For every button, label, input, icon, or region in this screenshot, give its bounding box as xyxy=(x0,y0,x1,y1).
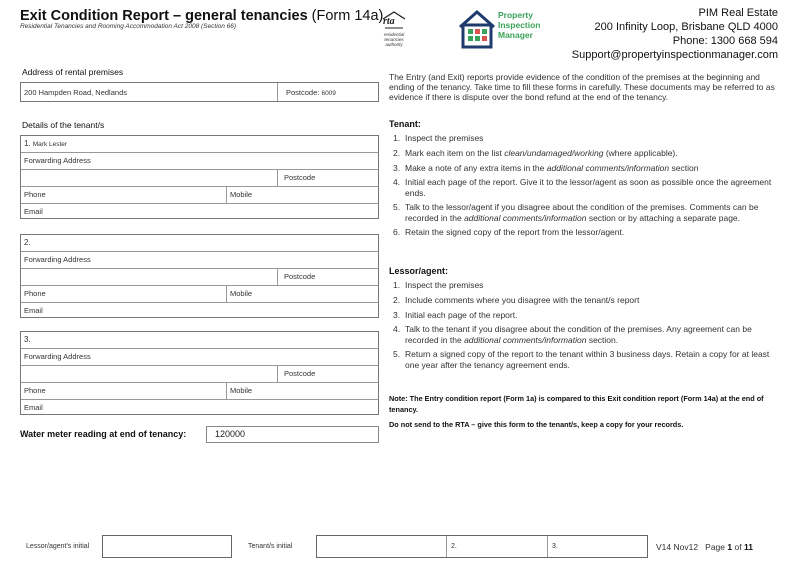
tenants-section-title: Details of the tenant/s xyxy=(22,120,105,130)
company-details xyxy=(572,6,778,62)
tenant-1-mobile-field[interactable]: Mobile xyxy=(230,190,253,199)
water-meter-input[interactable]: 120000 xyxy=(206,426,379,443)
tenant-3-box xyxy=(20,331,379,415)
tenant-2-mobile-field[interactable]: Mobile xyxy=(230,289,253,298)
tenant-1-phone-field[interactable]: Phone xyxy=(24,190,46,199)
lessor-step-1: 1. Inspect the premises xyxy=(393,280,484,290)
tenant-step-6: 6. Retain the signed copy of the report from the lessor/agent. xyxy=(393,227,625,238)
page-title: Exit Condition Report – general tenancies (Form 14a) xyxy=(20,8,384,24)
tenant-1-forwarding-address-field[interactable]: Forwarding Address xyxy=(24,156,91,165)
page-total: 11 xyxy=(743,542,753,552)
rta-logo: rta residential tenancies authority xyxy=(380,10,408,47)
tenant-3-initial-field[interactable]: 3. xyxy=(552,543,558,550)
version-label: V14 Nov12 xyxy=(656,542,699,552)
tenant-step-2: 2. Mark each item on the list clean/undamaged/working (where applicable). xyxy=(393,147,678,158)
tenant-2-postcode-field[interactable]: Postcode xyxy=(284,272,316,281)
tenant-2-name-field[interactable]: 2. xyxy=(24,238,31,247)
form-comparison-note: Note: The Entry condition report (Form 1a) is compared to this Exit condition report (Form 14a) at the end of tenancy. xyxy=(389,394,764,414)
address-section-title: Address of rental premises xyxy=(22,67,124,77)
lessor-step-2: 2. Include comments where you disagree with the tenant/s report xyxy=(393,294,640,305)
tenant-3-name-field[interactable]: 3. xyxy=(24,335,31,344)
tenant-3-name-row xyxy=(21,332,378,349)
water-meter-label: Water meter reading at end of tenancy: xyxy=(20,429,187,439)
page-current: 1 xyxy=(727,542,733,552)
page-info: V14 Nov12 Page 1 of 11 xyxy=(656,542,753,552)
tenant-step-5: 5. Talk to the lessor/agent if you disagree about the condition of the premises. Comments can be recorded in the additional comments/information section or by attaching a separate page. xyxy=(393,202,759,223)
tenant-3-address-line-field[interactable] xyxy=(21,366,277,382)
company-address: 200 Infinity Loop, Brisbane QLD 4000 xyxy=(594,21,778,33)
tenant-2-phone-field[interactable]: Phone xyxy=(24,289,46,298)
company-email[interactable]: Support@propertyinspectionmanager.com xyxy=(571,49,778,61)
tenant-3-mobile-field[interactable]: Mobile xyxy=(230,386,253,395)
tenant-1-initial-field[interactable] xyxy=(317,536,446,557)
tenant-1-name-field[interactable]: 1. Mark Lester xyxy=(24,139,68,148)
tenant-3-phone-field[interactable]: Phone xyxy=(24,386,46,395)
intro-paragraph: The Entry (and Exit) reports provide evidence of the condition of the premises at the beginning and ending of the tenancy. Take time to fill these forms in carefully. These documents may be referred to as evidence if there is dispute over the bond refund at the end of the tenancy. xyxy=(389,72,775,103)
address-postcode-field[interactable]: Postcode: 6009 xyxy=(286,88,336,97)
tenant-initial-label: Tenant/s initial xyxy=(248,543,293,550)
tenant-3-email-field[interactable]: Email xyxy=(24,403,43,412)
lessor-step-3: 3. Initial each page of the report. xyxy=(393,309,518,320)
tenant-step-1: 1. Inspect the premises xyxy=(393,133,484,143)
lessor-step-4: 4. Talk to the tenant if you disagree about the condition of the premises. Any agreement can be recorded in the additional comments/information section. xyxy=(393,324,752,345)
tenant-1-box xyxy=(20,135,379,219)
lessor-steps-list xyxy=(389,280,781,374)
lessor-initial-label: Lessor/agent's initial xyxy=(26,543,90,550)
company-name: PIM Real Estate xyxy=(698,7,778,19)
company-phone: Phone: 1300 668 594 xyxy=(672,35,778,47)
tenant-2-email-field[interactable]: Email xyxy=(24,306,43,315)
tenant-step-3: 3. Make a note of any extra items in the additional comments/information section xyxy=(393,162,699,173)
tenant-initial-box xyxy=(316,535,648,558)
tenant-2-initial-field[interactable]: 2. xyxy=(451,543,457,550)
tenant-1-email-field[interactable]: Email xyxy=(24,207,43,216)
lessor-step-5: 5. Return a signed copy of the report to the tenant within 3 business days. Retain a copy for at least one year after the tenancy agreement ends. xyxy=(393,349,770,370)
rta-house-icon: rta xyxy=(381,10,407,30)
tenant-3-postcode-field[interactable]: Postcode xyxy=(284,369,316,378)
tenant-2-forwarding-address-field[interactable]: Forwarding Address xyxy=(24,255,91,264)
lessor-initial-box[interactable] xyxy=(102,535,232,558)
tenant-2-name-row xyxy=(21,235,378,252)
tenant-heading: Tenant: xyxy=(389,119,421,129)
pim-house-icon xyxy=(457,7,497,49)
tenant-3-forwarding-address-field[interactable]: Forwarding Address xyxy=(24,352,91,361)
tenant-1-name-row xyxy=(21,136,378,153)
pim-logo: Property Inspection Manager xyxy=(457,7,587,49)
tenant-steps-list xyxy=(389,133,781,242)
tenant-1-postcode-field[interactable]: Postcode xyxy=(284,173,316,182)
address-field[interactable]: 200 Hampden Road, Nedlands xyxy=(24,88,127,97)
act-reference: Residential Tenancies and Rooming Accommodation Act 2008 (Section 66) xyxy=(20,23,237,30)
tenant-step-4: 4. Initial each page of the report. Give it to the lessor/agent as soon as possible once the agreement ends. xyxy=(393,177,772,198)
lessor-heading: Lessor/agent: xyxy=(389,266,449,276)
do-not-send-note: Do not send to the RTA – give this form to the tenant/s, keep a copy for your records. xyxy=(389,420,684,429)
tenant-1-address-line-field[interactable] xyxy=(21,170,277,186)
tenant-2-box xyxy=(20,234,379,318)
address-box xyxy=(20,82,379,102)
tenant-2-address-line-field[interactable] xyxy=(21,269,277,285)
